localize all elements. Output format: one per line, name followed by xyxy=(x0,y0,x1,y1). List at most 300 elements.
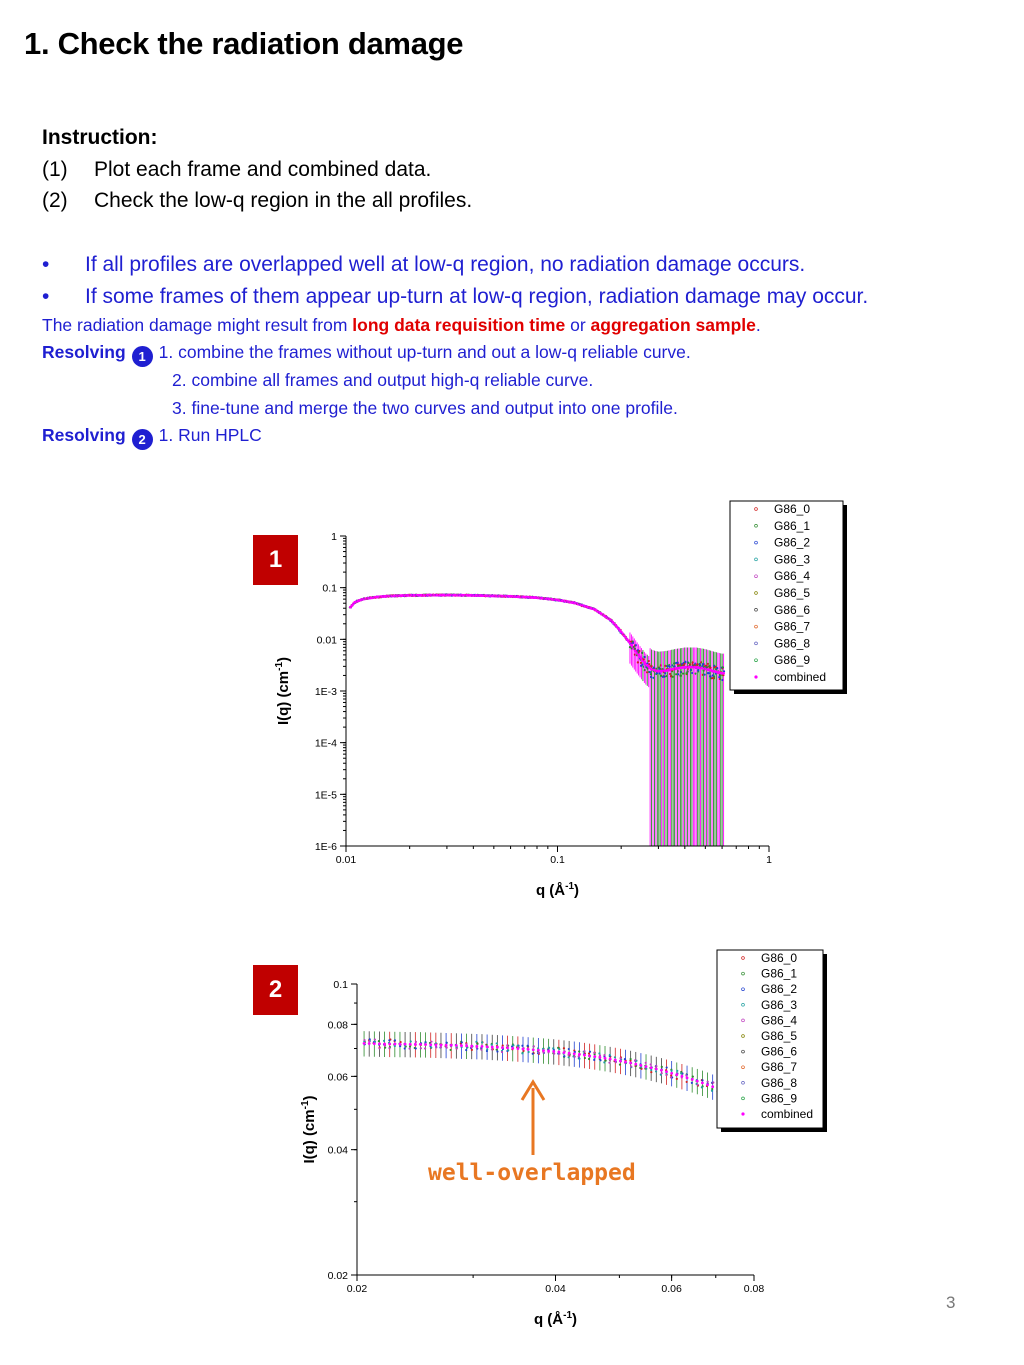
resolving-2-step: 1. Run HPLC xyxy=(158,424,262,445)
combined-point xyxy=(691,1078,694,1081)
frame-point xyxy=(491,1048,493,1050)
legend-label: G86_6 xyxy=(774,602,811,617)
combined-point xyxy=(440,1044,443,1047)
combined-point xyxy=(486,1045,489,1048)
legend-label: G86_8 xyxy=(774,636,811,651)
frame-point xyxy=(420,1047,422,1049)
frame-point xyxy=(661,1072,663,1074)
y-tick-label: 1E-6 xyxy=(314,841,337,853)
frame-point xyxy=(496,1050,498,1052)
combined-point xyxy=(696,1080,699,1083)
combined-point xyxy=(645,1065,648,1068)
legend-label: G86_1 xyxy=(761,966,798,981)
bullet-symbol: • xyxy=(42,253,50,276)
x-tick-label: 0.01 xyxy=(335,854,357,866)
frame-point xyxy=(455,1048,457,1050)
chart-2 xyxy=(300,950,827,1328)
combined-point xyxy=(624,1061,627,1064)
combined-point xyxy=(634,1063,637,1066)
y-tick-label: 1E-5 xyxy=(314,789,337,802)
frame-point xyxy=(709,667,711,669)
legend-label: G86_9 xyxy=(761,1091,798,1106)
resolving-1-step: 3. fine-tune and merge the two curves and output into one profile. xyxy=(172,397,678,418)
bullet-text: If all profiles are overlapped well at low-q region, no radiation damage occurs. xyxy=(85,253,806,276)
combined-point xyxy=(542,1049,545,1052)
frame-point xyxy=(659,672,661,674)
combined-point xyxy=(373,1042,376,1045)
combined-point xyxy=(424,1043,427,1046)
combined-point xyxy=(706,1083,709,1086)
combined-point xyxy=(501,1046,504,1049)
combined-point xyxy=(568,1052,571,1055)
y-tick-label: 0.1 xyxy=(333,979,348,991)
frame-point xyxy=(506,1044,508,1046)
frame-point xyxy=(701,1086,703,1088)
frame-point xyxy=(650,676,652,678)
frame-point xyxy=(646,671,648,673)
legend-label: G86_7 xyxy=(761,1060,798,1075)
combined-point xyxy=(368,1042,371,1045)
frame-point xyxy=(694,673,696,675)
y-axis-title: I(q) $(cm^{-1})$ xyxy=(274,656,292,726)
y-tick-label: 0.02 xyxy=(327,1270,348,1282)
combined-point xyxy=(455,1044,458,1047)
combined-point xyxy=(465,1044,468,1047)
legend-label: G86_2 xyxy=(774,535,811,550)
cause-or: or xyxy=(565,315,591,335)
frame-point xyxy=(415,1047,417,1049)
frame-point xyxy=(603,1061,605,1063)
frame-point xyxy=(521,1045,523,1047)
frame-point xyxy=(374,1038,376,1040)
frame-point xyxy=(650,1069,652,1071)
frame-point xyxy=(691,672,693,674)
combined-point xyxy=(547,1050,550,1053)
frame-point xyxy=(532,1053,534,1055)
legend xyxy=(730,501,847,694)
frame-point xyxy=(665,1074,667,1076)
combined-point xyxy=(629,1062,632,1065)
chart-1 xyxy=(274,501,847,899)
frame-point xyxy=(620,1057,622,1059)
frame-point xyxy=(664,672,666,674)
frame-point xyxy=(568,1048,570,1050)
legend-marker xyxy=(741,1112,744,1115)
legend-label: G86_5 xyxy=(774,586,811,600)
combined-point xyxy=(583,1054,586,1057)
combined-point xyxy=(578,1053,581,1056)
frame-point xyxy=(430,1041,432,1043)
bullet-symbol: • xyxy=(42,284,50,308)
legend-label: combined xyxy=(761,1107,814,1121)
x-tick-label: 0.08 xyxy=(743,1283,765,1295)
resolving-label: Resolving xyxy=(42,342,126,363)
frame-point xyxy=(653,667,655,669)
frame-point xyxy=(675,673,677,675)
frame-point xyxy=(465,1049,467,1051)
frame-point xyxy=(709,675,711,677)
frame-point xyxy=(712,1081,714,1083)
frame-point xyxy=(563,1055,565,1057)
combined-point xyxy=(552,1050,555,1053)
frame-point xyxy=(676,1078,678,1080)
combined-point xyxy=(527,1048,530,1051)
frame-point xyxy=(630,1058,632,1060)
frame-point xyxy=(686,1081,688,1083)
frame-point xyxy=(707,1081,709,1083)
x-tick-label: 1 xyxy=(766,854,772,866)
legend-label: G86_2 xyxy=(761,982,798,997)
combined-point xyxy=(506,1046,509,1049)
well-overlapped-arrow xyxy=(522,1082,544,1155)
legend-marker xyxy=(754,675,757,678)
combined-point xyxy=(399,1043,402,1046)
frame-point xyxy=(696,663,698,665)
combined-point xyxy=(557,1051,560,1054)
legend-label: G86_7 xyxy=(774,619,811,634)
frame-point xyxy=(604,1060,606,1062)
combined-point xyxy=(445,1044,448,1047)
frame-point xyxy=(638,650,640,652)
frame-point xyxy=(383,1040,385,1042)
frame-point xyxy=(649,671,651,673)
frame-point xyxy=(404,1047,406,1049)
frame-point xyxy=(583,1050,585,1052)
combined-point xyxy=(516,1047,519,1050)
resolving-1-mark: 1 xyxy=(132,346,153,367)
chart-2-badge: 2 xyxy=(253,965,298,1015)
frame-point xyxy=(663,675,665,677)
frame-point xyxy=(624,1058,626,1060)
combined-point xyxy=(686,1076,689,1079)
resolving-2-mark: 2 xyxy=(132,429,153,450)
frame-point xyxy=(584,1057,586,1059)
frame-point xyxy=(699,663,701,665)
frame-point xyxy=(378,1047,380,1049)
resolving-1-step: 1. combine the frames without up-turn and out a low-q reliable curve. xyxy=(158,342,691,363)
frame-point xyxy=(548,1047,550,1049)
frame-point xyxy=(692,1076,694,1078)
frame-point xyxy=(630,1065,632,1067)
frame-point xyxy=(655,1070,657,1072)
frame-point xyxy=(645,1062,647,1064)
frame-point xyxy=(491,1044,493,1046)
y-tick-label: 0.04 xyxy=(327,1144,348,1157)
frame-point xyxy=(480,1048,482,1050)
combined-point xyxy=(660,1069,663,1072)
legend-label: G86_0 xyxy=(774,502,811,516)
frame-point xyxy=(680,1072,682,1074)
frame-point xyxy=(388,1039,390,1041)
frame-point xyxy=(682,672,684,674)
frame-point xyxy=(476,1043,478,1045)
frame-point xyxy=(521,1052,523,1054)
combined-point xyxy=(475,1045,478,1048)
plot-data xyxy=(349,593,725,846)
frame-point xyxy=(527,1045,529,1047)
y-tick-label: 0.06 xyxy=(327,1071,348,1084)
frame-point xyxy=(721,679,723,681)
combined-point xyxy=(609,1058,612,1061)
frame-point xyxy=(440,1046,442,1048)
step-text: Check the low-q region in the all profiles. xyxy=(94,189,473,212)
frame-point xyxy=(669,666,671,668)
frame-point xyxy=(629,646,631,648)
legend-label: combined xyxy=(774,670,827,684)
resolving-label: Resolving xyxy=(42,424,126,445)
frame-point xyxy=(697,669,699,671)
cause-prefix: The radiation damage might result from xyxy=(42,315,353,335)
combined-point xyxy=(363,1042,366,1045)
combined-point xyxy=(481,1045,484,1048)
frame-point xyxy=(578,1050,580,1052)
x-tick-label: 0.06 xyxy=(661,1283,682,1295)
frame-point xyxy=(608,1062,610,1064)
frame-point xyxy=(475,1041,477,1043)
y-tick-label: 1E-4 xyxy=(314,737,337,750)
step-number: (2) xyxy=(42,189,68,212)
frame-point xyxy=(673,665,675,667)
combined-point xyxy=(604,1057,607,1060)
x-tick-label: 0.04 xyxy=(545,1283,566,1295)
legend-label: G86_0 xyxy=(761,951,798,965)
frame-point xyxy=(496,1042,498,1044)
combined-point xyxy=(537,1049,540,1052)
combined-point xyxy=(701,1081,704,1084)
combined-point xyxy=(711,1085,714,1088)
frame-point xyxy=(588,1058,590,1060)
combined-point xyxy=(414,1043,417,1046)
combined-point xyxy=(573,1052,576,1055)
frame-point xyxy=(538,1052,540,1054)
frame-point xyxy=(650,665,652,667)
frame-point xyxy=(689,663,691,665)
frame-point xyxy=(640,662,642,664)
chart-1-badge: 1 xyxy=(253,535,298,585)
combined-point xyxy=(650,1066,653,1069)
frame-point xyxy=(568,1056,570,1058)
x-axis-title: q $(Å^{-1})$ xyxy=(535,881,580,899)
frame-point xyxy=(615,1061,617,1063)
frame-point xyxy=(641,663,643,665)
frame-point xyxy=(661,1066,663,1068)
frame-point xyxy=(645,1068,647,1070)
combined-point xyxy=(383,1043,386,1046)
page-number: 3 xyxy=(946,1293,956,1312)
combined-point xyxy=(522,1048,525,1051)
frame-point xyxy=(507,1049,509,1051)
legend-label: G86_4 xyxy=(761,1013,798,1028)
legend xyxy=(717,950,827,1132)
combined-point xyxy=(681,1075,684,1078)
frame-point xyxy=(552,1047,554,1049)
frame-point xyxy=(722,666,724,668)
combined-point xyxy=(670,1072,673,1075)
frame-point xyxy=(670,1070,672,1072)
step-number: (1) xyxy=(42,157,68,181)
frame-point xyxy=(589,1051,591,1053)
combined-point xyxy=(404,1043,407,1046)
frame-point xyxy=(363,1039,365,1041)
x-tick-label: 0.1 xyxy=(550,854,565,866)
frame-point xyxy=(634,1059,636,1061)
frame-point xyxy=(666,1066,668,1068)
frame-point xyxy=(702,663,704,665)
combined-point xyxy=(460,1044,463,1047)
frame-point xyxy=(685,1075,687,1077)
frame-point xyxy=(650,1071,652,1073)
frame-point xyxy=(692,661,694,663)
combined-point xyxy=(434,1043,437,1046)
frame-point xyxy=(394,1039,396,1041)
frame-point xyxy=(669,673,671,675)
frame-point xyxy=(701,1079,703,1081)
legend-label: G86_6 xyxy=(761,1044,798,1059)
frame-point xyxy=(614,1056,616,1058)
annotation-well-overlapped: well-overlapped xyxy=(428,1160,636,1186)
frame-point xyxy=(648,663,650,665)
frame-point xyxy=(563,1047,565,1049)
frame-point xyxy=(655,1065,657,1067)
frame-point xyxy=(711,1090,713,1092)
frame-point xyxy=(388,1047,390,1049)
legend-label: G86_8 xyxy=(761,1075,798,1090)
frame-point xyxy=(430,1047,432,1049)
combined-point xyxy=(491,1046,494,1049)
cause-1: long data requisition time xyxy=(352,315,566,335)
frame-point xyxy=(707,663,709,665)
frame-point xyxy=(409,1045,411,1047)
y-tick-label: 1E-3 xyxy=(314,686,337,698)
frame-point xyxy=(574,1055,576,1057)
bullet-text: If some frames of them appear up-turn at low-q region, radiation damage may occur. xyxy=(85,284,869,308)
combined-point xyxy=(409,1043,412,1046)
frame-point xyxy=(424,1047,426,1049)
frame-point xyxy=(716,667,718,669)
cause-end: . xyxy=(755,315,761,335)
frame-point xyxy=(461,1041,463,1043)
y-axis-title: I(q) $(cm^{-1})$ xyxy=(300,1095,318,1164)
frame-point xyxy=(676,1070,678,1072)
legend-label: G86_9 xyxy=(774,653,811,668)
frame-point xyxy=(599,1059,601,1061)
cause-2: aggregation sample xyxy=(590,315,756,335)
frame-point xyxy=(578,1058,580,1060)
instruction-heading: Instruction: xyxy=(42,126,158,149)
legend-label: G86_3 xyxy=(774,552,811,567)
frame-point xyxy=(527,1051,529,1053)
combined-point xyxy=(665,1070,668,1073)
frame-point xyxy=(512,1044,514,1046)
frame-point xyxy=(558,1048,560,1050)
resolving-1-step: 2. combine all frames and output high-q reliable curve. xyxy=(172,370,594,391)
frame-point xyxy=(684,661,686,663)
combined-point xyxy=(563,1051,566,1054)
combined-point xyxy=(614,1059,617,1062)
frame-point xyxy=(679,675,681,677)
combined-point xyxy=(511,1047,514,1050)
combined-point xyxy=(470,1045,473,1048)
frame-point xyxy=(650,1063,652,1065)
frame-point xyxy=(719,674,721,676)
combined-point xyxy=(419,1043,422,1046)
frame-point xyxy=(619,1064,621,1066)
frame-point xyxy=(708,672,710,674)
frame-point xyxy=(650,673,652,675)
frame-point xyxy=(593,1059,595,1061)
frame-point xyxy=(637,661,639,663)
x-tick-label: 0.02 xyxy=(346,1283,368,1295)
y-tick-label: 0.01 xyxy=(316,634,337,647)
combined-point xyxy=(429,1043,432,1046)
combined-point xyxy=(722,672,725,675)
legend-label: G86_3 xyxy=(761,997,798,1012)
frame-point xyxy=(501,1051,503,1053)
frame-point xyxy=(704,674,706,676)
combined-point xyxy=(675,1073,678,1076)
legend-label: G86_1 xyxy=(774,518,811,533)
combined-point xyxy=(593,1055,596,1058)
combined-point xyxy=(450,1044,453,1047)
frame-point xyxy=(445,1042,447,1044)
combined-point xyxy=(496,1046,499,1049)
combined-point xyxy=(640,1064,643,1067)
frame-point xyxy=(481,1041,483,1043)
frame-point xyxy=(687,670,689,672)
frame-point xyxy=(712,674,714,676)
y-tick-label: 0.08 xyxy=(327,1019,348,1032)
y-tick-label: 1 xyxy=(331,531,337,543)
combined-point xyxy=(393,1043,396,1046)
legend-label: G86_4 xyxy=(774,569,811,584)
combined-point xyxy=(378,1042,381,1045)
frame-point xyxy=(533,1045,535,1047)
frame-point xyxy=(643,658,645,660)
frame-point xyxy=(593,1052,595,1054)
frame-point xyxy=(486,1048,488,1050)
frame-point xyxy=(415,1041,417,1043)
frame-point xyxy=(435,1046,437,1048)
frame-point xyxy=(384,1047,386,1049)
frame-point xyxy=(378,1040,380,1042)
frame-point xyxy=(660,675,662,677)
frame-point xyxy=(446,1047,448,1049)
combined-point xyxy=(598,1056,601,1059)
frame-point xyxy=(648,660,650,662)
frame-point xyxy=(609,1054,611,1056)
legend-label: G86_5 xyxy=(761,1029,798,1043)
frame-point xyxy=(672,676,674,678)
step-text: Plot each frame and combined data. xyxy=(94,157,432,181)
x-axis-title: q $(Å^{-1})$ xyxy=(533,1310,578,1328)
y-tick-label: 0.1 xyxy=(322,582,337,595)
frame-point xyxy=(410,1040,412,1042)
frame-point xyxy=(409,1048,411,1050)
combined-point xyxy=(532,1048,535,1051)
frame-point xyxy=(677,673,679,675)
frame-point xyxy=(598,1052,600,1054)
combined-point xyxy=(619,1060,622,1063)
combined-point xyxy=(588,1054,591,1057)
frame-point xyxy=(691,1082,693,1084)
frame-point xyxy=(471,1049,473,1051)
slide-title: 1. Check the radiation damage xyxy=(24,26,464,61)
frame-point xyxy=(718,676,720,678)
plot-data xyxy=(363,1031,720,1101)
frame-point xyxy=(697,1084,699,1086)
combined-point xyxy=(655,1068,658,1071)
frame-point xyxy=(603,1054,605,1056)
